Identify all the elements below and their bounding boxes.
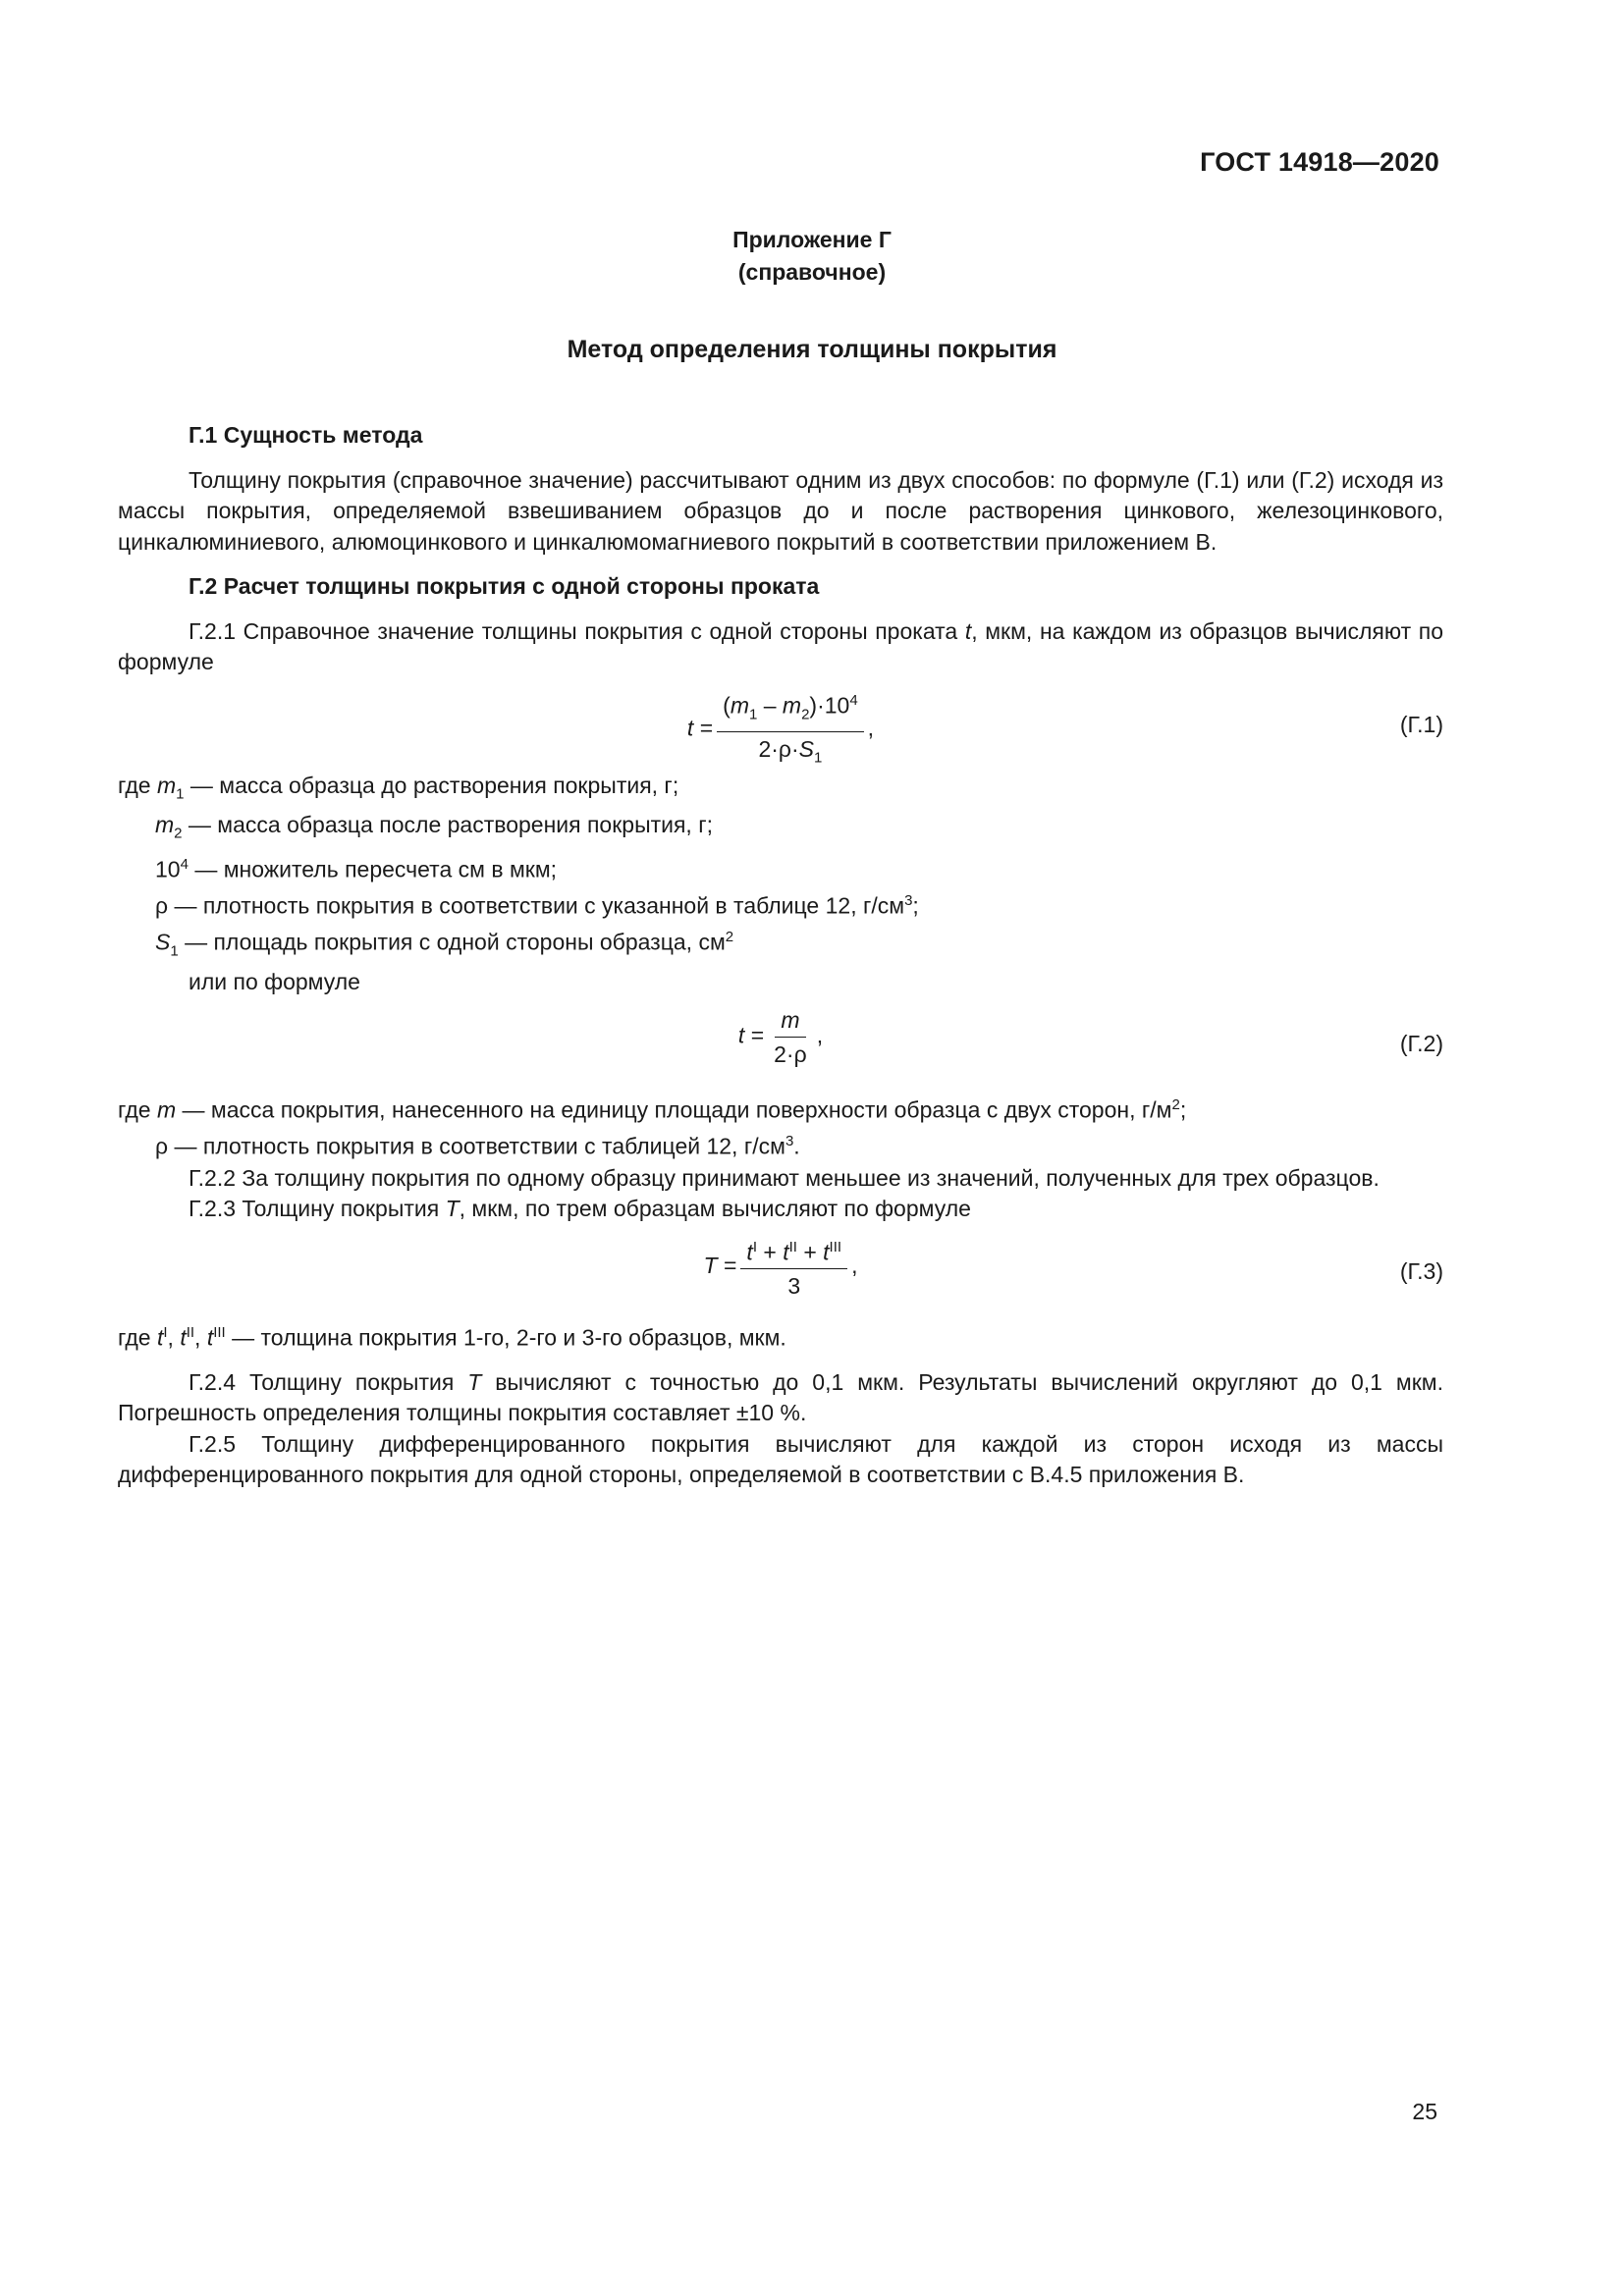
paragraph-g2-3: Г.2.3 Толщину покрытия T, мкм, по трем образцам вычисляют по формуле	[189, 1196, 971, 1222]
formula-g2-expression: t = $\frac{m}{2\cdot\rho}$ ,	[737, 1007, 824, 1068]
paragraph-g2-1: Г.2.1 Справочное значение толщины покрытия с одной стороны проката t, мкм, на каждом из образцов вычисляют по формуле	[118, 617, 1443, 674]
section-heading-g1: Г.1 Сущность метода	[189, 422, 423, 448]
paragraph-g2-4: Г.2.4 Толщину покрытия T вычисляют с точностью до 0,1 мкм. Результаты вычислений округляют до 0,1 мкм. Погрешность определения толщины покрытия составляет ±10 %.	[118, 1368, 1443, 1426]
formula-g2-number: (Г.2)	[1399, 1031, 1443, 1057]
document-code: ГОСТ 14918—2020	[1200, 147, 1439, 177]
where-item: $10^4$ — множитель пересчета см в мкм;	[155, 855, 558, 882]
formula-g3-number: (Г.3)	[1399, 1257, 1443, 1284]
formula-g3-expression: T = $\frac{t^I + t^{II} + t^{III}}{3}$ ,	[118, 1233, 1443, 1302]
where-list-g3	[118, 1317, 1443, 1354]
or-text: или по формуле	[189, 968, 360, 994]
formula-g1-number: (Г.1)	[1399, 711, 1443, 737]
formula-g3	[118, 1233, 1443, 1311]
paragraph-g2-5: Г.2.5 Толщину дифференцированного покрытия вычисляют для каждой из сторон исходя из массы дифференцированного покрытия для одной стороны, определяемой в соответствии с В.4.5 приложения В.	[118, 1430, 1443, 1488]
where-item: где m — масса покрытия, нанесенного на единицу площади поверхности образца с двух сторон, $г/м^2$;	[118, 1096, 1187, 1123]
section-heading-g2: Г.2 Расчет толщины покрытия с одной стороны проката	[189, 573, 820, 599]
where-item: $S_1$ — площадь покрытия с одной стороны образца, $см^2$	[155, 929, 734, 960]
formula-g1-expression: t = $\frac{(m_1 - m_2)\cdot 10^4}{2\cdot\rho\cdot S_1}$ ,	[118, 686, 1443, 774]
where-item: $m_2$ — масса образца после растворения покрытия, г;	[155, 811, 713, 842]
paragraph-g1: Толщину покрытия (справочное значение) рассчитывают одним из двух способов: по формуле (Г.1) или (Г.2) исходя из массы покрытия, определяемой взвешиванием образцов до и после растворения цинкового, железоцинкового, цинкалюминиевого, алюмоцинкового и цинкалюмомагниевого покрытий в соответствии приложением В.	[118, 466, 1443, 555]
paragraph-g2-2: Г.2.2 За толщину покрытия по одному образцу принимают меньшее из значений, полученных для трех образцов.	[189, 1164, 1380, 1191]
where-item: где $t^I$, $t^{II}$, $t^{III}$ — толщина покрытия 1-го, 2-го и 3-го образцов, мкм.	[118, 1323, 786, 1351]
formula-g2	[118, 1005, 1443, 1084]
where-list-g1	[118, 771, 1443, 998]
main-title: Метод определения толщины покрытия	[567, 336, 1057, 363]
where-item: ρ — плотность покрытия в соответствии с таблицей 12, $г/см^3$.	[155, 1133, 800, 1160]
annex-title: Приложение Г	[732, 227, 892, 252]
where-list-g2	[118, 1090, 1443, 1162]
where-item: где $m_1$ — масса образца до растворения покрытия, г;	[118, 772, 679, 803]
annex-status: (справочное)	[737, 259, 887, 285]
formula-g1	[118, 686, 1443, 765]
where-item: ρ — плотность покрытия в соответствии с указанной в таблице 12, $г/см^3$;	[155, 891, 919, 919]
page-number: 25	[1412, 2099, 1437, 2124]
main-content	[118, 420, 1443, 1491]
annex-heading	[0, 224, 1624, 289]
